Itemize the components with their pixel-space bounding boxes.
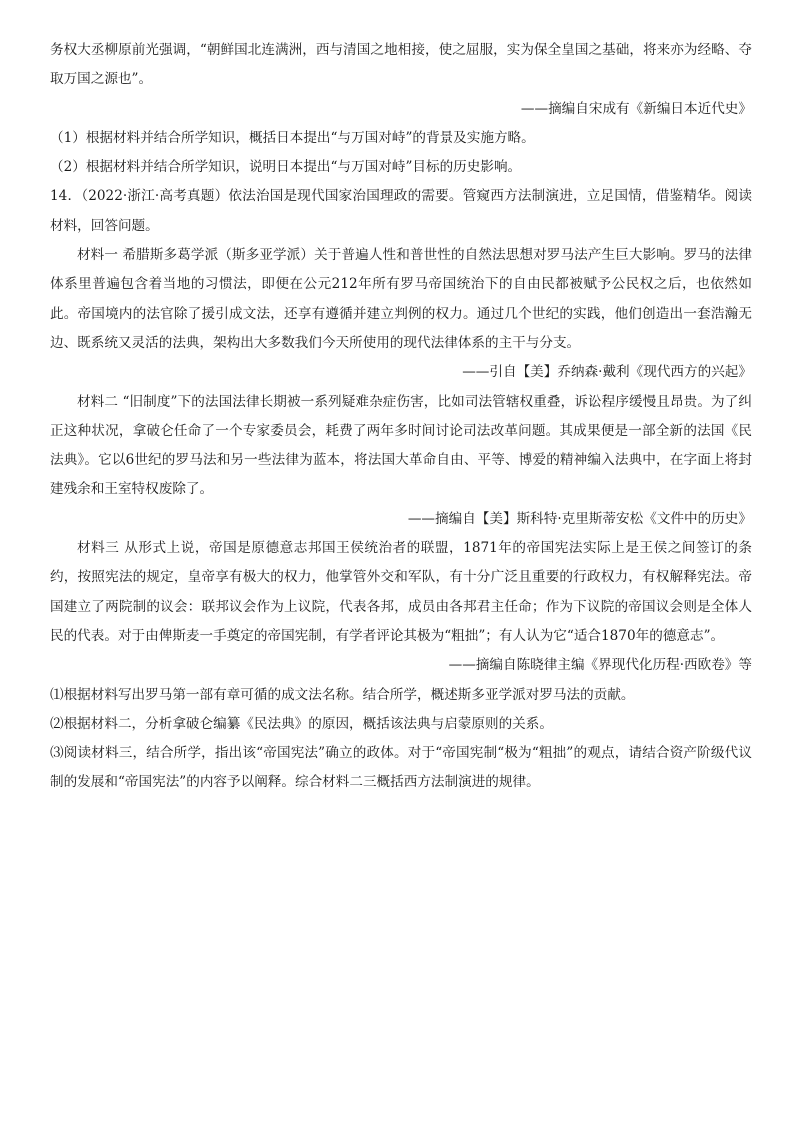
material-one: 材料一 希腊斯多葛学派（斯多亚学派）关于普遍人性和普世性的自然法思想对罗马法产生巨大影响。罗马的法律体系里普遍包含着当地的习惯法，即便在公元212年所有罗马帝国统治下的自由民都被赋予公民权之后，也依然如此。帝国境内的法官除了援引成文法，还享有遵循并建立判例的权力。通过几个世纪的实践，他们创造出一套浩瀚无边、既系统又灵活的法典，架构出大多数我们今天所使用的现代法律体系的主干与分支。 — [50, 247, 752, 351]
material-text-tail: 务权大丞柳原前光强调，“朝鲜国北连满洲，西与清国之地相接，使之屈服，实为保全皇国之基础，将来亦为经略、夺取万国之源也”。 — [50, 42, 752, 88]
source-citation: ——摘编自宋成有《新编日本近代史》 — [520, 100, 752, 117]
material-three: 材料三 从形式上说，帝国是原德意志邦国王侯统治者的联盟，1871年的帝国宪法实际上是王侯之间签订的条约，按照宪法的规定，皇帝享有极大的权力，他掌管外交和军队，有十分广泛且重要的行政权力，有权解释宪法。帝国建立了两院制的议会：联邦议会作为上议院，代表各邦，成员由各邦君主任命；作为下议院的帝国议会则是全体人民的代表。对于由俾斯麦一手奠定的帝国宪制，有学者评论其极为“粗拙”；有人认为它“适合1870年的德意志”。 — [50, 540, 752, 644]
material-two: 材料二 “旧制度”下的法国法律长期被一系列疑难杂症伤害，比如司法管辖权重叠，诉讼程序缓慢且昂贵。为了纠正这种状况，拿破仑任命了一个专家委员会，耗费了两年多时间讨论司法改革问题。其成果便是一部全新的法国《民法典》。它以6世纪的罗马法和另一些法律为蓝本，将法国大革命自由、平等、博爱的精神编入法典中，在字面上将封建残余和王室特权废除了。 — [50, 393, 752, 498]
question-14-stem: 14．（2022·浙江·高考真题）依法治国是现代国家治国理政的需要。管窥西方法制演进，立足国情，借鉴精华。阅读材料，回答问题。 — [50, 188, 752, 234]
sub-question-2: ⑵根据材料二，分析拿破仑编纂《民法典》的原因，概括该法典与启蒙原则的关系。 — [50, 715, 553, 732]
source-citation: ——摘编自陈晓律主编《界现代化历程·西欧卷》等 — [448, 657, 752, 674]
question-2: （2）根据材料并结合所学知识，说明日本提出“与万国对峙”目标的历史影响。 — [50, 159, 522, 176]
question-1: （1）根据材料并结合所学知识，概括日本提出“与万国对峙”的背景及实施方略。 — [50, 129, 535, 146]
sub-question-3: ⑶阅读材料三，结合所学，指出该“帝国宪法”确立的政体。对于“帝国宪制“极为“粗拙”的观点，请结合资产阶级代议制的发展和“帝国宪法”的内容予以阐释。综合材料二三概括西方法制演进的规律。 — [50, 745, 752, 791]
source-citation: ——摘编自【美】斯科特·克里斯蒂安松《文件中的历史》 — [407, 510, 752, 527]
sub-question-1: ⑴根据材料写出罗马第一部有章可循的成文法名称。结合所学，概述斯多亚学派对罗马法的贡献。 — [50, 686, 635, 703]
source-citation: ——引自【美】乔纳森·戴利《现代西方的兴起》 — [462, 364, 752, 381]
